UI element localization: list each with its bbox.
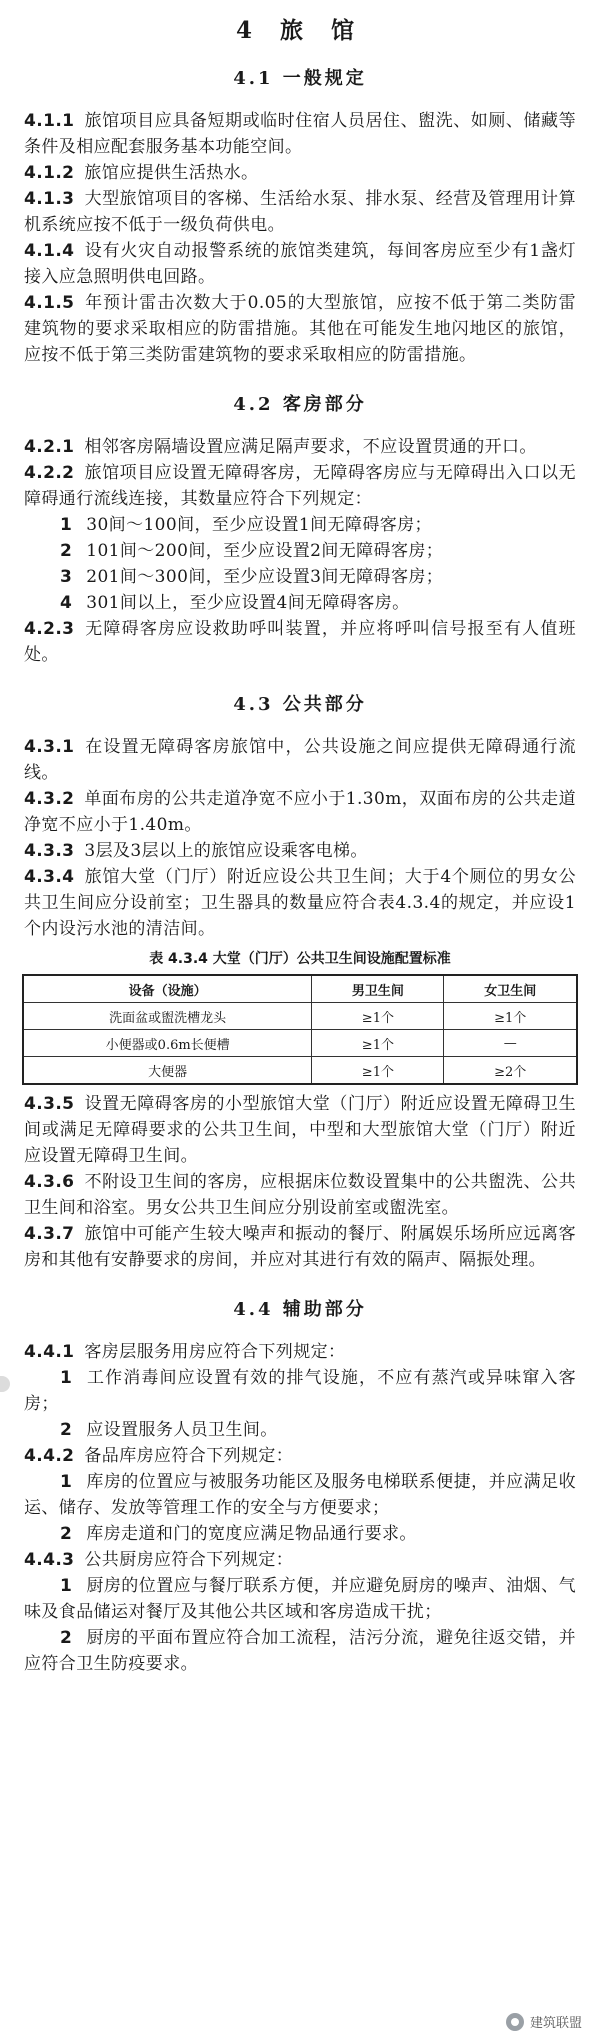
clause-text: 客房层服务用房应符合下列规定：: [84, 1342, 346, 1362]
column-header: 设备（设施）: [23, 975, 312, 1003]
clause-number: 4.2.1: [24, 437, 75, 457]
watermark-text: 建筑联盟: [529, 2016, 582, 2031]
item-number: 2: [60, 1628, 73, 1648]
clause-4-3-6: [24, 1169, 576, 1221]
item-text: 厨房的平面布置应符合加工流程，洁污分流，避免往返交错，并应符合卫生防疫要求。: [24, 1628, 576, 1674]
table-cell: ≥1个: [312, 1003, 444, 1030]
table-caption: 表 4.3.4 大堂（门厅）公共卫生间设施配置标准: [149, 951, 451, 967]
item-text: 201间～300间，至少应设置3间无障碍客房；: [86, 567, 444, 587]
table-cell: 小便器或0.6m长便槽: [23, 1030, 312, 1057]
table-cell: ≥1个: [444, 1003, 577, 1030]
item-text: 工作消毒间应设置有效的排气设施，不应有蒸汽或异味窜入客房；: [24, 1368, 576, 1414]
clause-text: 备品库房应符合下列规定：: [84, 1446, 294, 1466]
scroll-marker: [0, 1376, 10, 1392]
clause-number: 4.3.4: [24, 867, 75, 887]
clause-text: 3层及3层以上的旅馆应设乘客电梯。: [84, 841, 368, 861]
clause-4-3-1: [24, 734, 576, 786]
item-text: 301间以上，至少应设置4间无障碍客房。: [86, 593, 410, 613]
item-number: 1: [60, 1472, 73, 1492]
clause-number: 4.3.1: [24, 737, 75, 757]
clause-text: 设置无障碍客房的小型旅馆大堂（门厅）附近应设置无障碍卫生间或满足无障碍要求的公共卫生间，中型和大型旅馆大堂（门厅）附近应设置无障碍卫生间。: [24, 1094, 576, 1166]
item-text: 101间～200间，至少应设置2间无障碍客房；: [86, 541, 444, 561]
clause-4-1-4: [24, 238, 576, 290]
clause-4-1-1: [24, 108, 576, 160]
chapter-title: 4 旅 馆: [235, 17, 365, 44]
clause-number: 4.3.5: [24, 1094, 75, 1114]
section-title-4-2: 4.2 客房部分: [233, 394, 367, 415]
clause-text: 无障碍客房应设救助呼叫装置，并应将呼叫信号报至有人值班处。: [24, 619, 576, 665]
clause-4-2-2: [24, 460, 576, 512]
clause-4-3-2: [24, 786, 576, 838]
clause-number: 4.3.3: [24, 841, 75, 861]
clause-number: 4.4.3: [24, 1550, 75, 1570]
list-item: [24, 1365, 576, 1417]
table-cell: 洗面盆或盥洗槽龙头: [23, 1003, 312, 1030]
list-item: [24, 1521, 576, 1547]
table-row: [23, 1057, 577, 1085]
clause-text: 旅馆中可能产生较大噪声和振动的餐厅、附属娱乐场所应远离客房和其他有安静要求的房间，并应对其进行有效的隔声、隔振处理。: [24, 1224, 576, 1270]
list-item: [24, 590, 576, 616]
section-title-4-1: 4.1 一般规定: [233, 68, 367, 89]
clause-4-4-3: [24, 1547, 576, 1573]
list-item: [24, 1625, 576, 1677]
clause-4-4-2: [24, 1443, 576, 1469]
section-title-4-4: 4.4 辅助部分: [233, 1299, 367, 1320]
clause-text: 年预计雷击次数大于0.05的大型旅馆，应按不低于第二类防雷建筑物的要求采取相应的防雷措施。其他在可能发生地闪地区的旅馆，应按不低于第三类防雷建筑物的要求采取相应的防雷措施。: [24, 293, 576, 365]
list-item: [24, 1417, 576, 1443]
clause-number: 4.1.1: [24, 111, 75, 131]
item-text: 库房走道和门的宽度应满足物品通行要求。: [86, 1524, 417, 1544]
item-number: 1: [60, 515, 73, 535]
clause-text: 旅馆大堂（门厅）附近应设公共卫生间；大于4个厕位的男女公共卫生间应分设前室；卫生器具的数量应符合表4.3.4的规定，并应设1个内设污水池的清洁间。: [24, 867, 576, 939]
clause-number: 4.4.2: [24, 1446, 75, 1466]
clause-text: 相邻客房隔墙设置应满足隔声要求，不应设置贯通的开口。: [84, 437, 537, 457]
list-item: [24, 512, 576, 538]
table-cell: —: [444, 1030, 577, 1057]
column-header: 女卫生间: [444, 975, 577, 1003]
table-cell: 大便器: [23, 1057, 312, 1085]
column-header: 男卫生间: [312, 975, 444, 1003]
clause-number: 4.1.3: [24, 189, 75, 209]
clause-4-1-5: [24, 290, 576, 368]
clause-4-1-2: [24, 160, 576, 186]
clause-4-3-5: [24, 1091, 576, 1169]
clause-number: 4.3.6: [24, 1172, 75, 1192]
clause-text: 旅馆项目应具备短期或临时住宿人员居住、盥洗、如厕、储藏等条件及相应配套服务基本功能空间。: [24, 111, 576, 157]
list-item: [24, 1469, 576, 1521]
clause-number: 4.4.1: [24, 1342, 75, 1362]
clause-4-2-3: [24, 616, 576, 668]
list-item: [24, 1573, 576, 1625]
list-item: [24, 538, 576, 564]
table-cell: ≥1个: [312, 1057, 444, 1085]
item-number: 2: [60, 541, 73, 561]
clause-4-3-3: [24, 838, 576, 864]
clause-text: 在设置无障碍客房旅馆中，公共设施之间应提供无障碍通行流线。: [24, 737, 576, 783]
clause-number: 4.1.5: [24, 293, 75, 313]
item-text: 30间～100间，至少应设置1间无障碍客房；: [86, 515, 432, 535]
item-number: 4: [60, 593, 73, 613]
section-title-4-3: 4.3 公共部分: [233, 694, 367, 715]
facility-table: [22, 974, 578, 1085]
clause-text: 设有火灾自动报警系统的旅馆类建筑，每间客房应至少有1盏灯接入应急照明供电回路。: [24, 241, 576, 287]
item-number: 1: [60, 1368, 73, 1388]
clause-text: 不附设卫生间的客房，应根据床位数设置集中的公共盥洗、公共卫生间和浴室。男女公共卫生间应分别设前室或盥洗室。: [24, 1172, 576, 1218]
item-number: 3: [60, 567, 73, 587]
clause-4-3-7: [24, 1221, 576, 1273]
item-number: 2: [60, 1420, 73, 1440]
table-cell: ≥2个: [444, 1057, 577, 1085]
clause-text: 公共厨房应符合下列规定：: [84, 1550, 294, 1570]
watermark: [506, 2012, 582, 2031]
clause-4-1-3: [24, 186, 576, 238]
clause-text: 单面布房的公共走道净宽不应小于1.30m，双面布房的公共走道净宽不应小于1.40m。: [24, 789, 576, 835]
item-text: 应设置服务人员卫生间。: [86, 1420, 278, 1440]
table-row: [23, 1030, 577, 1057]
clause-number: 4.2.2: [24, 463, 75, 483]
wechat-logo-icon: [506, 2013, 524, 2031]
clause-4-4-1: [24, 1339, 576, 1365]
clause-text: 大型旅馆项目的客梯、生活给水泵、排水泵、经营及管理用计算机系统应按不低于一级负荷供电。: [24, 189, 576, 235]
clause-number: 4.2.3: [24, 619, 75, 639]
table-cell: ≥1个: [312, 1030, 444, 1057]
clause-4-2-1: [24, 434, 576, 460]
item-number: 2: [60, 1524, 73, 1544]
item-text: 厨房的位置应与餐厅联系方便，并应避免厨房的噪声、油烟、气味及食品储运对餐厅及其他公共区域和客房造成干扰；: [24, 1576, 576, 1622]
clause-number: 4.3.2: [24, 789, 75, 809]
item-number: 1: [60, 1576, 73, 1596]
clause-text: 旅馆项目应设置无障碍客房，无障碍客房应与无障碍出入口以无障碍通行流线连接，其数量应符合下列规定：: [24, 463, 576, 509]
clause-number: 4.1.4: [24, 241, 75, 261]
table-row: [23, 1003, 577, 1030]
list-item: [24, 564, 576, 590]
table-header-row: [23, 975, 577, 1003]
clause-4-3-4: [24, 864, 576, 942]
clause-number: 4.3.7: [24, 1224, 75, 1244]
clause-number: 4.1.2: [24, 163, 75, 183]
clause-text: 旅馆应提供生活热水。: [84, 163, 259, 183]
item-text: 库房的位置应与被服务功能区及服务电梯联系便捷，并应满足收运、储存、发放等管理工作的安全与方便要求；: [24, 1472, 576, 1518]
